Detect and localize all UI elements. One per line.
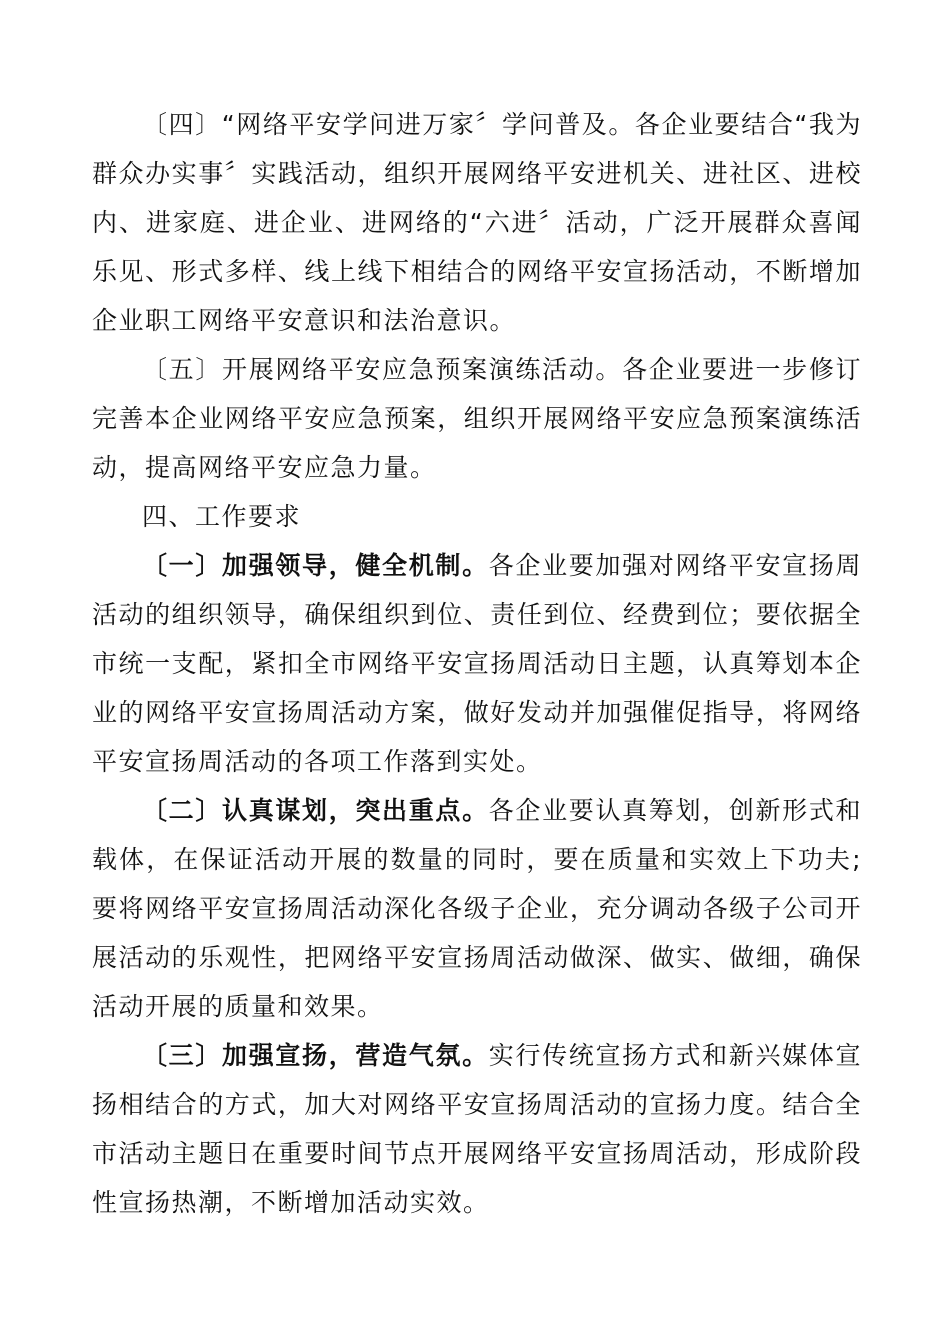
paragraph-five-text: 〔五〕开展网络平安应急预案演练活动。各企业要进一步修订完善本企业网络平安应急预案，组织开展网络平安应急预案演练活动，提高网络平安应急力量。 (92, 355, 862, 482)
paragraph-four-text: 〔四〕“网络平安学问进万家〞学问普及。各企业要结合“我为群众办实事〞实践活动，组织开展网络平安进机关、进社区、进校内、进家庭、进企业、进网络的“六进〞活动，广泛开展群众喜闻乐见、形式多样、线上线下相结合的网络平安宣扬活动，不断增加企业职工网络平安意识和法治意识。 (92, 110, 862, 335)
requirement-two-text: 各企业要认真筹划，创新形式和载体，在保证活动开展的数量的同时，要在质量和实效上下功夫;要将网络平安宣扬周活动深化各级子企业，充分调动各级子公司开展活动的乐观性，把网络平安宣扬周活动做深、做实、做细，确保活动开展的质量和效果。 (92, 796, 862, 1021)
document-body (92, 100, 862, 1227)
paragraph-five (92, 345, 862, 492)
requirement-one-lead: 〔一〕加强领导，健全机制。 (142, 551, 489, 580)
requirement-three (92, 1031, 862, 1227)
requirement-three-lead: 〔三〕加强宣扬，营造气氛。 (142, 1041, 489, 1070)
requirement-three-text: 实行传统宣扬方式和新兴媒体宣扬相结合的方式，加大对网络平安宣扬周活动的宣扬力度。结合全市活动主题日在重要时间节点开展网络平安宣扬周活动，形成阶段性宣扬热潮，不断增加活动实效。 (92, 1041, 862, 1217)
requirement-two (92, 786, 862, 1031)
paragraph-four (92, 100, 862, 345)
requirement-one-text: 各企业要加强对网络平安宣扬周活动的组织领导，确保组织到位、责任到位、经费到位；要依据全市统一支配，紧扣全市网络平安宣扬周活动日主题，认真筹划本企业的网络平安宣扬周活动方案，做好发动并加强催促指导，将网络平安宣扬周活动的各项工作落到实处。 (92, 551, 862, 776)
requirement-two-lead: 〔二〕认真谋划，突出重点。 (142, 796, 489, 825)
requirement-one (92, 541, 862, 786)
section-heading: 四、工作要求 (142, 502, 302, 531)
